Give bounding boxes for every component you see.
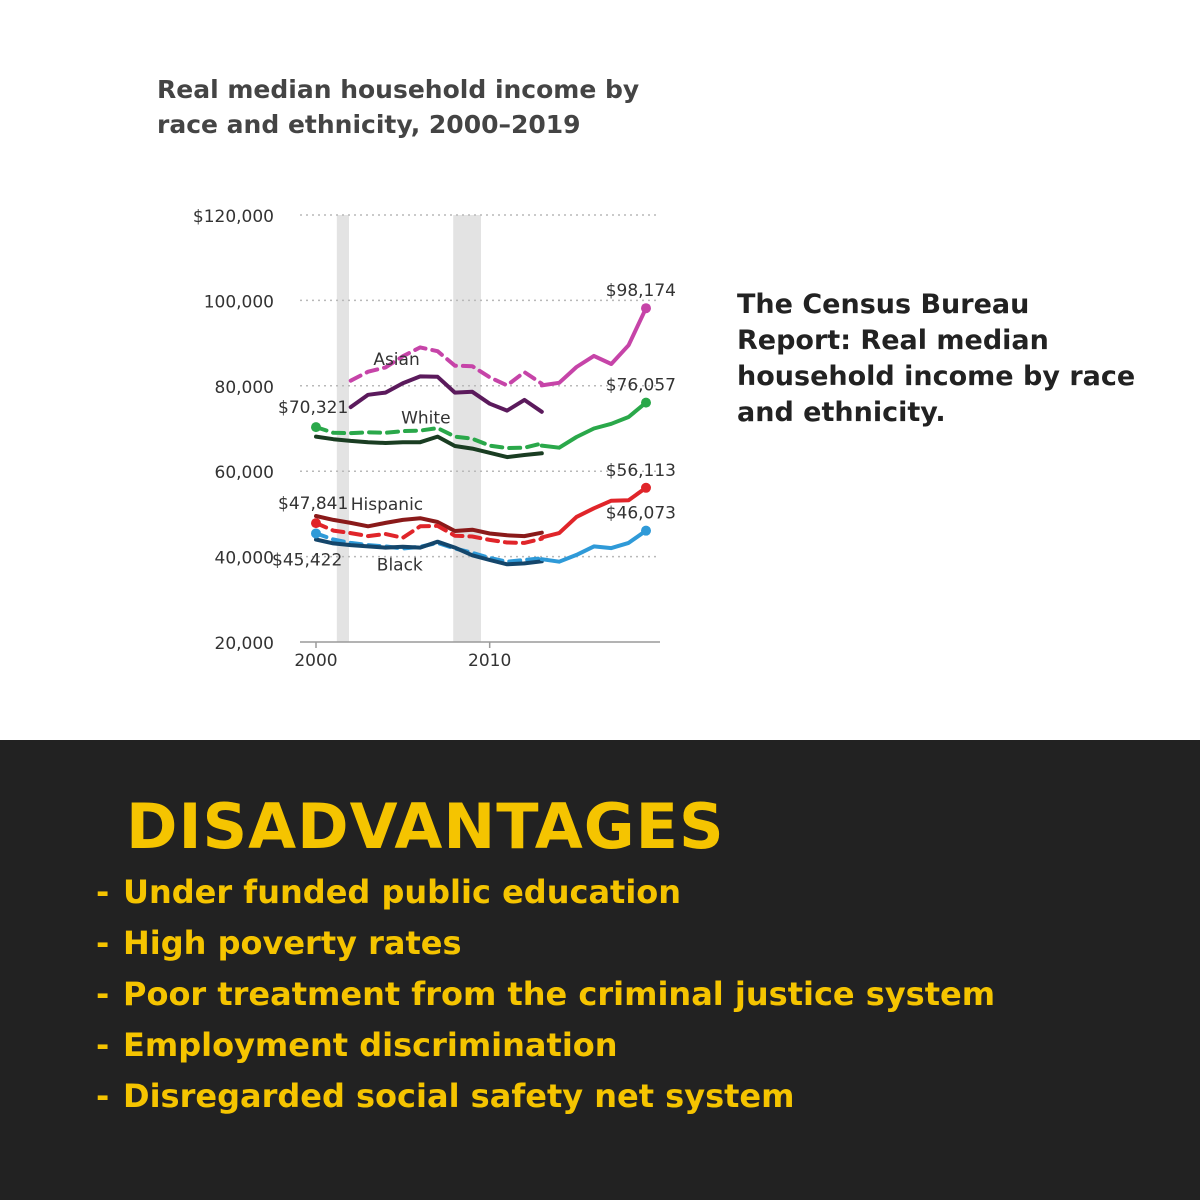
- value-annotation: $70,321: [278, 398, 349, 419]
- list-item: [96, 1020, 995, 1071]
- bullet-dash: -: [96, 1026, 110, 1064]
- y-tick-label: 40,000: [214, 548, 274, 569]
- chart-title: Real median household income by race and ethnicity, 2000–2019: [157, 75, 640, 139]
- y-tick-label: 100,000: [203, 292, 274, 313]
- disadvantages-heading: DISADVANTAGES: [126, 790, 725, 863]
- series-label: Hispanic: [350, 495, 424, 516]
- series-end-marker: [311, 518, 321, 528]
- series-label: White: [401, 408, 451, 429]
- series-end-marker: [641, 483, 651, 493]
- y-tick-label: $120,000: [192, 207, 274, 227]
- disadvantages-panel: [0, 740, 1200, 1200]
- shaded-period: [453, 215, 481, 642]
- series-line: [316, 523, 542, 543]
- series-end-marker: [311, 422, 321, 432]
- list-item-text: Poor treatment from the criminal justice system: [123, 975, 996, 1013]
- y-tick-label: 20,000: [214, 634, 274, 654]
- series-line: [316, 533, 542, 561]
- series-line: [542, 308, 646, 385]
- bullet-dash: -: [96, 924, 110, 962]
- list-item-text: Disregarded social safety net system: [123, 1077, 795, 1115]
- series-line: [542, 403, 646, 448]
- value-annotation: $45,422: [272, 550, 343, 571]
- list-item: [96, 969, 995, 1020]
- series-end-marker: [641, 398, 651, 408]
- list-item-text: Employment discrimination: [123, 1026, 618, 1064]
- x-tick-label: 2000: [294, 651, 338, 671]
- list-item-text: High poverty rates: [123, 924, 462, 962]
- y-tick-label: 80,000: [214, 377, 274, 398]
- list-item: [96, 1071, 995, 1122]
- bullet-dash: -: [96, 873, 110, 911]
- list-item: [96, 918, 995, 969]
- value-annotation: $98,174: [605, 281, 676, 302]
- y-tick-label: 60,000: [214, 463, 274, 484]
- list-item: [96, 867, 995, 918]
- value-annotation: $76,057: [605, 375, 676, 396]
- bullet-dash: -: [96, 1077, 110, 1115]
- disadvantages-list: [96, 867, 995, 1122]
- series-label: Black: [376, 555, 423, 576]
- income-line-chart: [0, 0, 740, 740]
- series-label: Asian: [373, 349, 420, 370]
- chart-caption: The Census Bureau Report: Real median household income by race and ethnicity.: [737, 289, 1136, 428]
- series-end-marker: [311, 528, 321, 538]
- bullet-dash: -: [96, 975, 110, 1013]
- series-end-marker: [641, 526, 651, 536]
- x-tick-label: 2010: [468, 651, 512, 671]
- value-annotation: $47,841: [278, 494, 349, 515]
- shaded-period: [337, 215, 349, 642]
- series-end-marker: [641, 303, 651, 313]
- value-annotation: $56,113: [605, 460, 676, 481]
- list-item-text: Under funded public education: [123, 873, 682, 911]
- value-annotation: $46,073: [605, 503, 676, 524]
